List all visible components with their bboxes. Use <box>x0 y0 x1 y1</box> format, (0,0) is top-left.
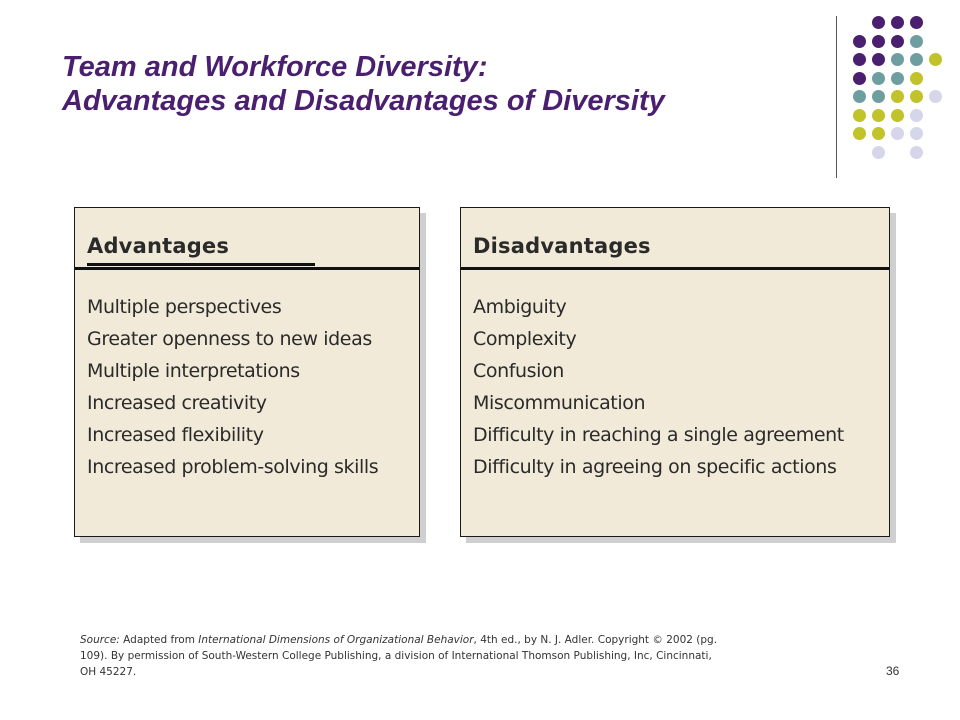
decorative-dot <box>872 16 885 29</box>
disadvantages-heading: Disadvantages <box>473 234 651 258</box>
page-number: 36 <box>886 664 900 678</box>
list-item: Increased creativity <box>87 392 267 414</box>
advantages-rule <box>75 267 419 270</box>
list-item: Confusion <box>473 360 564 382</box>
decorative-dot <box>910 127 923 140</box>
decorative-dot <box>853 90 866 103</box>
source-text-1: Adapted from <box>119 634 199 646</box>
list-item: Difficulty in agreeing on specific actions <box>473 456 837 478</box>
disadvantages-rule <box>461 267 889 270</box>
decorative-dot <box>910 90 923 103</box>
advantages-panel <box>74 207 420 537</box>
decorative-dot <box>853 53 866 66</box>
decorative-dot <box>910 16 923 29</box>
decorative-dot <box>891 72 904 85</box>
advantages-heading: Advantages <box>87 234 230 258</box>
list-item: Ambiguity <box>473 296 567 318</box>
list-item: Multiple perspectives <box>87 296 282 318</box>
decorative-dot <box>891 35 904 48</box>
decorative-dot <box>910 109 923 122</box>
source-book-title: International Dimensions of Organizational Behavior <box>198 634 474 646</box>
decorative-dot <box>929 53 942 66</box>
disadvantages-panel <box>460 207 890 537</box>
decorative-dot <box>910 146 923 159</box>
decorative-dot <box>872 35 885 48</box>
decorative-dot <box>910 53 923 66</box>
decorative-dot <box>872 127 885 140</box>
slide-title <box>62 50 665 118</box>
decorative-dot <box>872 109 885 122</box>
decorative-dot <box>891 127 904 140</box>
decorative-dot <box>872 90 885 103</box>
decorative-dot <box>872 72 885 85</box>
list-item: Miscommunication <box>473 392 646 414</box>
advantages-list <box>87 291 378 483</box>
disadvantages-list <box>473 291 844 483</box>
source-text-2: , 4th ed., by N. J. Adler. Copyright © 2002 (pg. 109). By permission of South-Western College Publishing, a division of International Thomson Publishing, Inc, Cincinnati, OH 45227. <box>80 634 718 678</box>
decorative-dot <box>853 72 866 85</box>
advantages-heading-underline <box>87 263 315 266</box>
decorative-dot <box>910 72 923 85</box>
list-item: Complexity <box>473 328 577 350</box>
list-item: Increased problem-solving skills <box>87 456 379 478</box>
decorative-dot <box>910 35 923 48</box>
list-item: Multiple interpretations <box>87 360 300 382</box>
decorative-dot <box>929 90 942 103</box>
list-item: Difficulty in reaching a single agreement <box>473 424 844 446</box>
decorative-dot <box>891 16 904 29</box>
vertical-divider <box>836 16 837 178</box>
decorative-dot <box>891 109 904 122</box>
decorative-dot <box>891 53 904 66</box>
slide-title-line-2: Advantages and Disadvantages of Diversity <box>62 85 665 117</box>
decorative-dot <box>891 90 904 103</box>
source-label: Source: <box>80 634 120 646</box>
decorative-dot <box>853 109 866 122</box>
slide-title-line-1: Team and Workforce Diversity: <box>62 51 488 83</box>
decorative-dot <box>853 127 866 140</box>
decorative-dot <box>853 35 866 48</box>
decorative-dot <box>872 146 885 159</box>
list-item: Increased flexibility <box>87 424 264 446</box>
source-citation <box>80 632 720 680</box>
decorative-dot <box>872 53 885 66</box>
list-item: Greater openness to new ideas <box>87 328 372 350</box>
